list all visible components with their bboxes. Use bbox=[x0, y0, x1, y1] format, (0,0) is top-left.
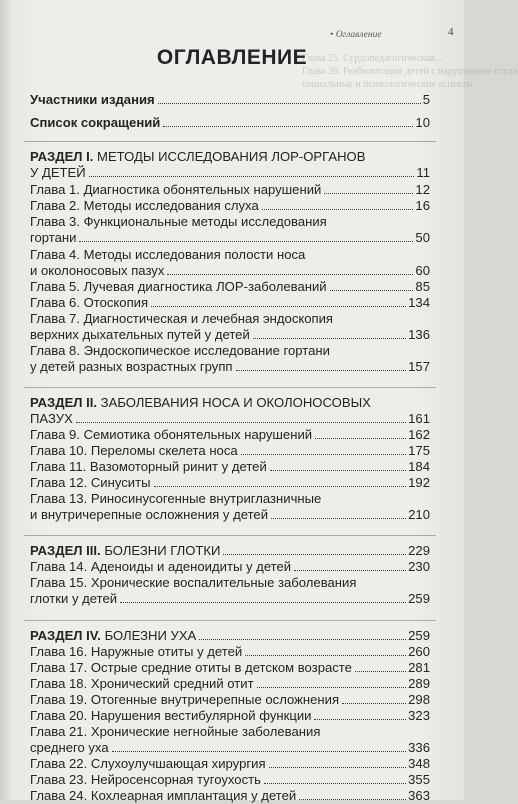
dot-leader bbox=[299, 799, 406, 800]
dot-leader bbox=[223, 554, 406, 555]
section-number: РАЗДЕЛ IV. bbox=[30, 628, 101, 643]
section-title: БОЛЕЗНИ УХА bbox=[100, 628, 197, 643]
toc-page-number: 157 bbox=[408, 359, 430, 374]
toc-entry bbox=[30, 394, 430, 411]
toc-entry-title: Глава 1. Диагностика обонятельных нарушений bbox=[30, 182, 322, 197]
toc-page-number: 10 bbox=[415, 115, 430, 130]
dot-leader bbox=[245, 655, 406, 656]
toc-entry-title bbox=[30, 148, 365, 165]
toc-entry bbox=[30, 755, 430, 772]
dot-leader bbox=[269, 767, 407, 768]
section-number: РАЗДЕЛ II. bbox=[30, 395, 98, 410]
toc-page-number: 323 bbox=[408, 708, 430, 723]
toc-entry-title: Глава 5. Лучевая диагностика ЛОР-заболеваний bbox=[30, 279, 327, 294]
toc-page-number: 50 bbox=[415, 230, 430, 245]
toc-entry bbox=[30, 691, 430, 708]
dot-leader bbox=[154, 486, 407, 487]
section-number: РАЗДЕЛ I. bbox=[30, 149, 94, 164]
toc-page-number: 60 bbox=[415, 263, 430, 278]
toc-entry bbox=[30, 574, 430, 591]
toc-entry-title: Глава 8. Эндоскопическое исследование гортани bbox=[30, 343, 330, 358]
section-title: БОЛЕЗНИ ГЛОТКИ bbox=[100, 543, 221, 558]
running-head: • Оглавление bbox=[330, 30, 382, 40]
toc-entry-title: Глава 4. Методы исследования полости носа bbox=[30, 247, 306, 262]
dot-leader bbox=[324, 193, 413, 194]
toc-page-number: 5 bbox=[422, 92, 430, 107]
toc-entry-title: Список сокращений bbox=[30, 115, 161, 130]
toc-entry-title: Глава 17. Острые средние отиты в детском возрасте bbox=[30, 660, 352, 675]
toc-entry-title: У ДЕТЕЙ bbox=[30, 165, 86, 180]
toc-entry-title: ПАЗУХ bbox=[30, 411, 73, 426]
toc-page-number: 16 bbox=[415, 198, 430, 213]
toc-entry bbox=[30, 262, 430, 279]
toc-page-number: 289 bbox=[408, 676, 430, 691]
toc-page-number: 210 bbox=[408, 507, 430, 522]
toc-entry-title: Глава 19. Отогенные внутричерепные осложнения bbox=[30, 692, 340, 707]
dot-leader bbox=[167, 274, 413, 275]
toc-entry bbox=[30, 771, 430, 788]
section-divider bbox=[24, 141, 436, 142]
dot-leader bbox=[271, 518, 406, 519]
toc-entry bbox=[30, 229, 430, 246]
toc-page-number: 230 bbox=[408, 559, 430, 574]
toc-entry-title: Глава 11. Вазомоторный ринит у детей bbox=[30, 459, 267, 474]
toc-entry-title: Глава 13. Риносинусогенные внутриглазничные bbox=[30, 491, 322, 506]
toc-entry-title: Глава 3. Функциональные методы исследования bbox=[30, 214, 327, 229]
toc-entry-title: Глава 24. Кохлеарная имплантация у детей bbox=[30, 788, 297, 803]
toc-page-number: 336 bbox=[408, 740, 430, 755]
toc-entry bbox=[30, 442, 430, 459]
bleed-line: Глава 25. Сурдопедагогическая... bbox=[302, 53, 443, 64]
dot-leader bbox=[79, 241, 413, 242]
toc-entry-title: Глава 10. Переломы скелета носа bbox=[30, 443, 238, 458]
toc-entry bbox=[30, 458, 430, 475]
toc-entry-title bbox=[30, 394, 371, 411]
dot-leader bbox=[236, 370, 407, 371]
toc-entry-title: Глава 7. Диагностическая и лечебная эндоскопия bbox=[30, 311, 334, 326]
dot-leader bbox=[151, 306, 406, 307]
toc-entry-title: Глава 14. Аденоиды и аденоидиты у детей bbox=[30, 559, 292, 574]
toc-entry-title: Глава 23. Нейросенсорная тугоухость bbox=[30, 772, 261, 787]
toc-page-number: 134 bbox=[408, 295, 430, 310]
toc-page-number: 162 bbox=[408, 427, 430, 442]
toc-entry bbox=[30, 506, 430, 523]
dot-leader bbox=[294, 570, 406, 571]
toc-entry bbox=[30, 278, 430, 295]
toc-entry bbox=[30, 181, 430, 198]
toc-page-number: 12 bbox=[415, 182, 430, 197]
page-title: ОГЛАВЛЕНИЕ bbox=[156, 46, 308, 69]
toc-entry bbox=[30, 627, 430, 644]
toc-entry bbox=[30, 197, 430, 214]
toc-entry bbox=[30, 590, 430, 607]
toc-entry-title: Глава 9. Семиотика обонятельных нарушений bbox=[30, 427, 313, 442]
page-number: 4 bbox=[448, 26, 454, 38]
toc-entry-title: у детей разных возрастных групп bbox=[30, 359, 233, 374]
dot-leader bbox=[76, 422, 406, 423]
dot-leader bbox=[355, 671, 406, 672]
toc-entry-title: и околоносовых пазух bbox=[30, 263, 165, 278]
toc-entry bbox=[30, 114, 430, 131]
toc-page-number: 281 bbox=[408, 660, 430, 675]
toc-page-number: 11 bbox=[416, 165, 430, 180]
dot-leader bbox=[253, 338, 406, 339]
toc-page-number: 260 bbox=[408, 644, 430, 659]
section-divider bbox=[24, 620, 436, 621]
toc-entry-title: Глава 15. Хронические воспалительные заболевания bbox=[30, 575, 357, 590]
toc-page-number: 184 bbox=[408, 459, 430, 474]
toc-page-number: 85 bbox=[415, 279, 430, 294]
toc-entry bbox=[30, 164, 430, 181]
toc-entry bbox=[30, 787, 430, 804]
toc-page-number: 259 bbox=[408, 628, 430, 643]
toc-entry bbox=[30, 490, 430, 507]
toc-entry-title: Глава 20. Нарушения вестибулярной функции bbox=[30, 708, 312, 723]
dot-leader bbox=[120, 602, 406, 603]
toc-entry bbox=[30, 707, 430, 724]
dot-leader bbox=[315, 438, 406, 439]
toc-entry-title bbox=[30, 542, 220, 559]
dot-leader bbox=[330, 290, 414, 291]
section-divider bbox=[24, 387, 436, 388]
toc-page-number: 348 bbox=[408, 756, 430, 771]
toc-entry-title: Глава 16. Наружные отиты у детей bbox=[30, 644, 243, 659]
toc-entry bbox=[30, 213, 430, 230]
toc-page-number: 355 bbox=[408, 772, 430, 787]
toc-entry bbox=[30, 675, 430, 692]
toc-entry-title: верхних дыхательных путей у детей bbox=[30, 327, 250, 342]
toc-entry bbox=[30, 659, 430, 676]
toc-entry-title bbox=[30, 627, 196, 644]
toc-entry bbox=[30, 723, 430, 740]
dot-leader bbox=[112, 751, 407, 752]
toc-page-number: 161 bbox=[408, 411, 430, 426]
toc-entry-title: Глава 2. Методы исследования слуха bbox=[30, 198, 259, 213]
dot-leader bbox=[241, 454, 406, 455]
toc-entry-title: и внутричерепные осложнения у детей bbox=[30, 507, 269, 522]
toc-entry bbox=[30, 246, 430, 263]
dot-leader bbox=[270, 470, 406, 471]
toc-entry bbox=[30, 294, 430, 311]
toc-entry bbox=[30, 474, 430, 491]
bleed-line: Глава 26. Реабилитация детей с нарушением слуха bbox=[302, 66, 518, 77]
dot-leader bbox=[314, 719, 406, 720]
toc-entry bbox=[30, 739, 430, 756]
toc-entry-title: Глава 6. Отоскопия bbox=[30, 295, 149, 310]
toc-entry bbox=[30, 91, 430, 108]
toc-entry-title: Глава 18. Хронический средний отит bbox=[30, 676, 254, 691]
toc-page-number: 175 bbox=[408, 443, 430, 458]
toc-entry-title: Участники издания bbox=[30, 92, 155, 107]
toc-entry bbox=[30, 358, 430, 375]
toc-entry bbox=[30, 342, 430, 359]
toc-entry-title: Глава 12. Синуситы bbox=[30, 475, 151, 490]
toc-page-number: 229 bbox=[408, 543, 430, 558]
toc-entry-title: Глава 21. Хронические негнойные заболевания bbox=[30, 724, 321, 739]
toc-page-number: 192 bbox=[408, 475, 430, 490]
dot-leader bbox=[342, 703, 406, 704]
toc-entry-title: глотки у детей bbox=[30, 591, 118, 606]
toc-entry bbox=[30, 410, 430, 427]
section-title: МЕТОДЫ ИССЛЕДОВАНИЯ ЛОР-ОРГАНОВ bbox=[93, 149, 366, 164]
toc-entry-title: гортани bbox=[30, 230, 77, 245]
toc-entry bbox=[30, 148, 430, 165]
section-title: ЗАБОЛЕВАНИЯ НОСА И ОКОЛОНОСОВЫХ bbox=[97, 395, 371, 410]
section-number: РАЗДЕЛ III. bbox=[30, 543, 101, 558]
dot-leader bbox=[89, 176, 415, 177]
dot-leader bbox=[257, 687, 407, 688]
toc-entry bbox=[30, 558, 430, 575]
toc-entry-title: среднего уха bbox=[30, 740, 109, 755]
toc-entry bbox=[30, 643, 430, 660]
dot-leader bbox=[158, 103, 421, 104]
toc-entry-title: Глава 22. Слухоулучшающая хирургия bbox=[30, 756, 266, 771]
toc-entry bbox=[30, 310, 430, 327]
toc-entry bbox=[30, 542, 430, 559]
dot-leader bbox=[163, 126, 413, 127]
dot-leader bbox=[264, 783, 406, 784]
toc-entry bbox=[30, 326, 430, 343]
section-divider bbox=[24, 535, 436, 536]
dot-leader bbox=[262, 209, 414, 210]
dot-leader bbox=[199, 639, 406, 640]
toc-page-number: 136 bbox=[408, 327, 430, 342]
bleed-line: социальные и психологические аспекты bbox=[302, 79, 473, 90]
toc-page-number: 363 bbox=[408, 788, 430, 803]
toc-page-number: 298 bbox=[408, 692, 430, 707]
toc-page-number: 259 bbox=[408, 591, 430, 606]
toc-entry bbox=[30, 426, 430, 443]
